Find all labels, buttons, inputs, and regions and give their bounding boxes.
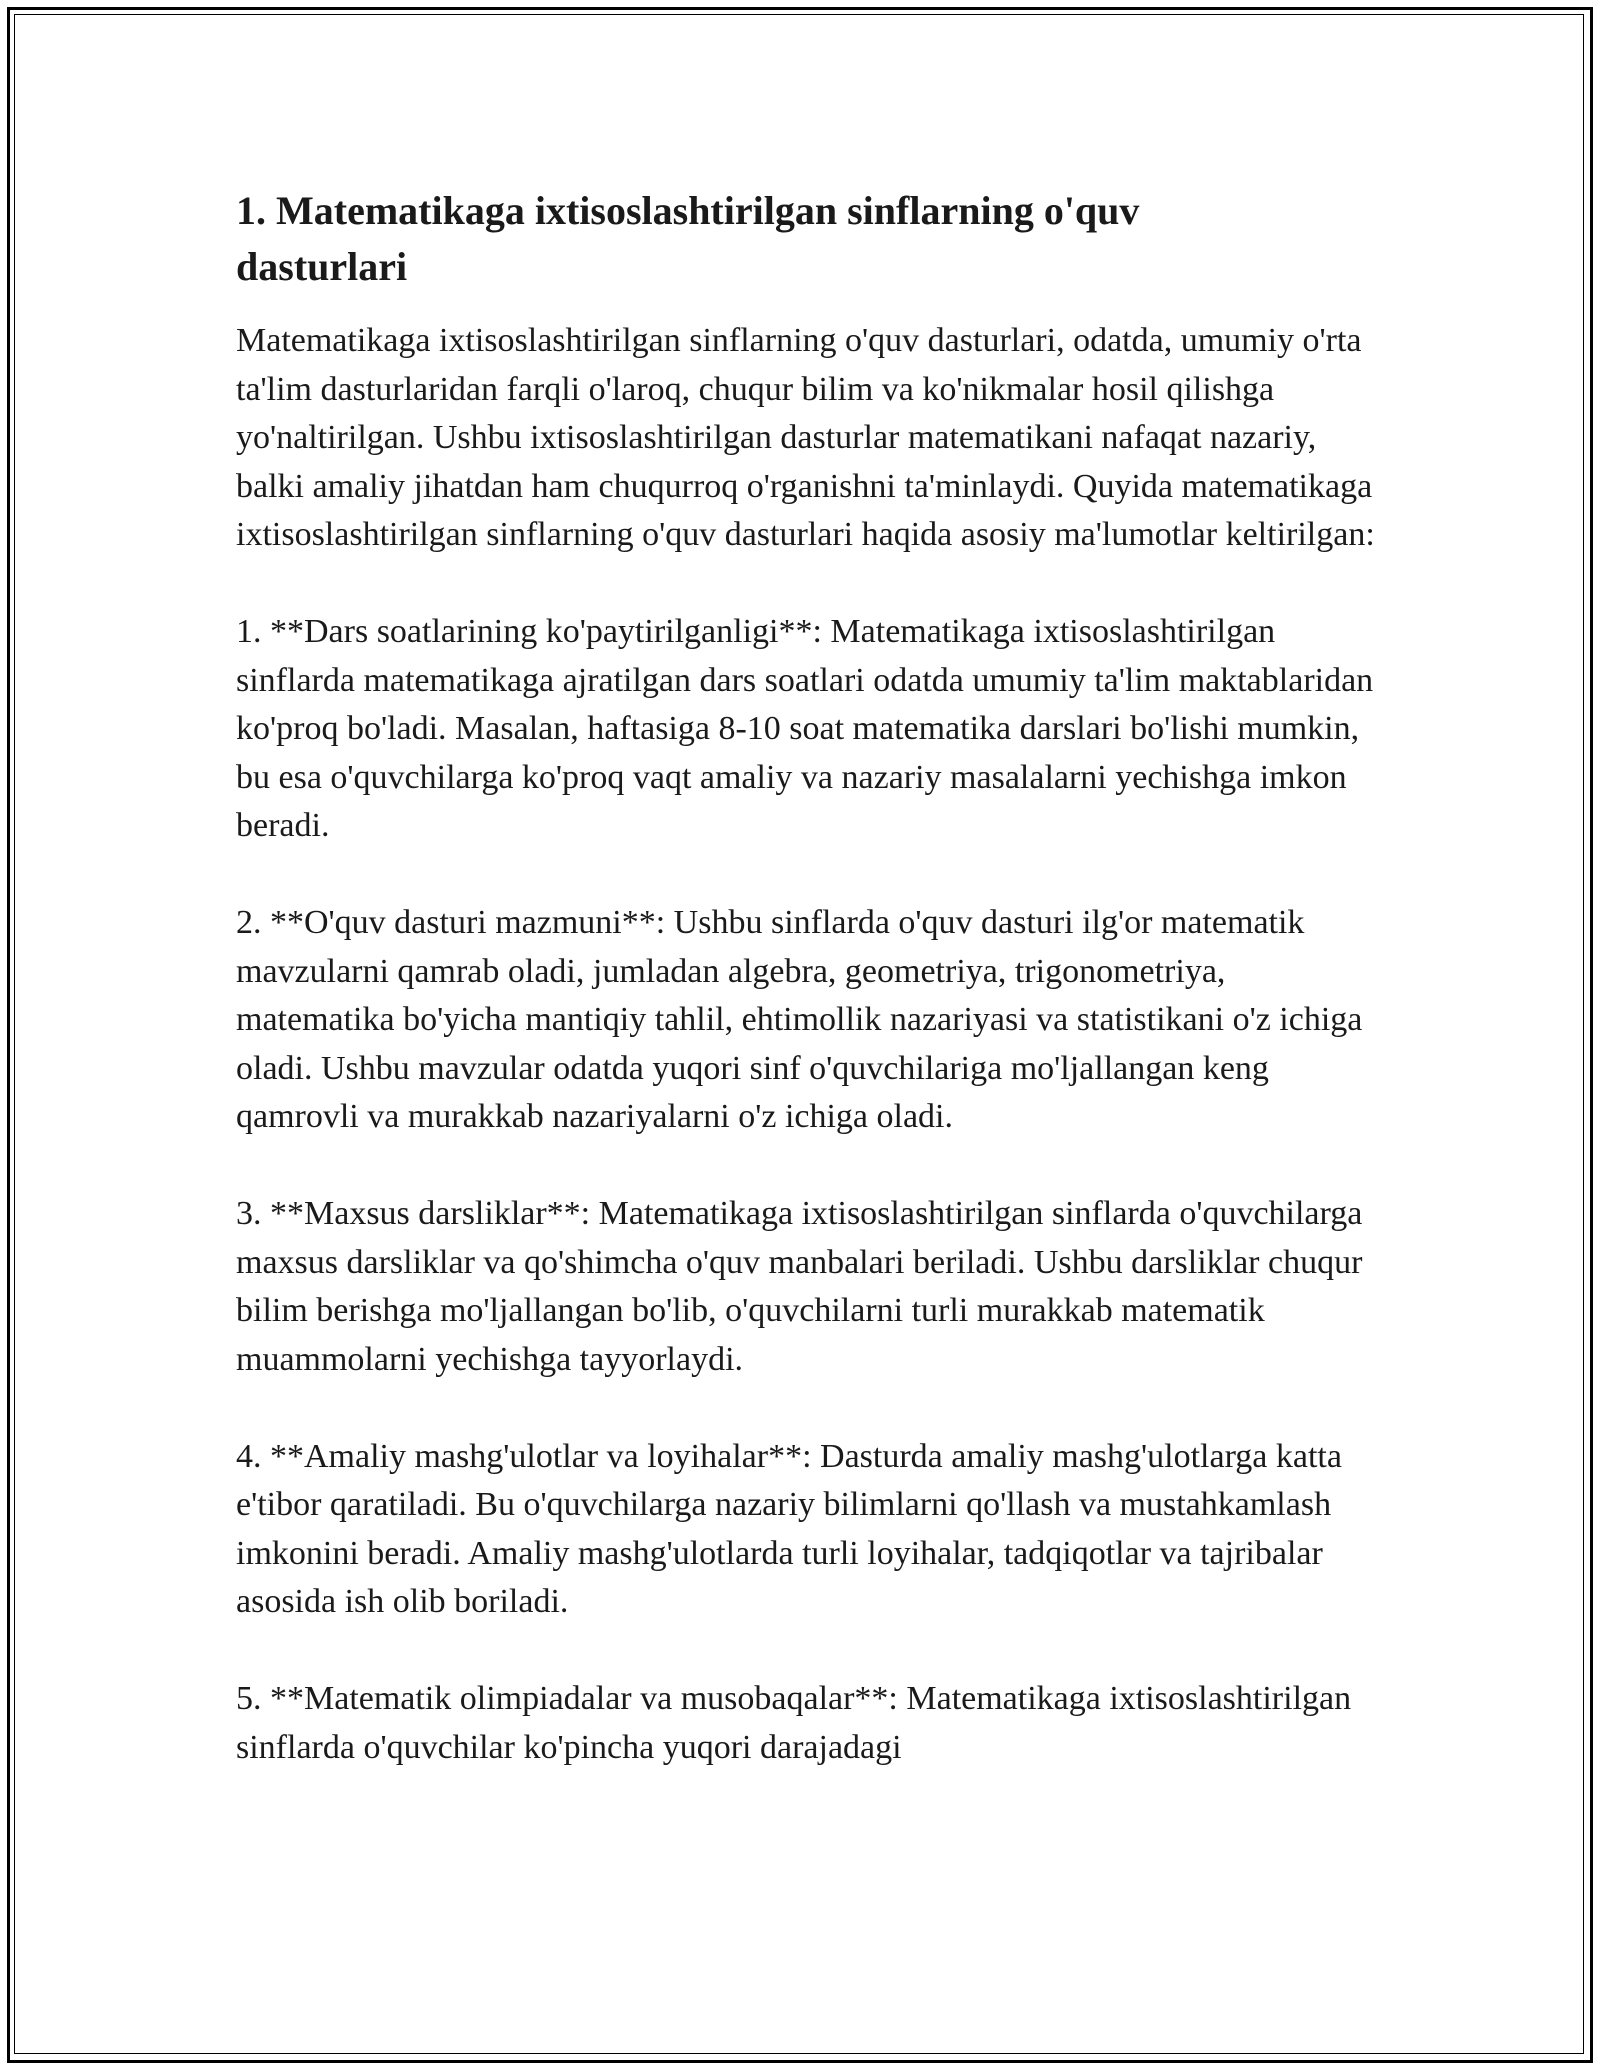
intro-paragraph: Matematikaga ixtisoslashtirilgan sinflarning o'quv dasturlari, odatda, umumiy o'rta ta'lim dasturlaridan farqli o'laroq, chuqur bilim va ko'nikmalar hosil qilishga yo'naltirilgan. Ushbu ixtisoslashtirilgan dasturlar matematikani nafaqat nazariy, balki amaliy jihatdan ham chuqurroq o'rganishni ta'minlaydi. Quyida matematikaga ixtisoslashtirilgan sinflarning o'quv dasturlari haqida asosiy ma'lumotlar keltirilgan: xyxy=(236,322,1375,553)
list-item: 5. **Matematik olimpiadalar va musobaqalar**: Matematikaga ixtisoslashtirilgan sinflarda o'quvchilar ko'pincha yuqori darajadagi xyxy=(236,1680,1352,1766)
list-item: 2. **O'quv dasturi mazmuni**: Ushbu sinflarda o'quv dasturi ilg'or matematik mavzularni qamrab oladi, jumladan algebra, geometriya, trigonometriya, matematika bo'yicha mantiqiy tahlil, ehtimollik nazariyasi va statistikani o'z ichiga oladi. Ushbu mavzular odatda yuqori sinf o'quvchilariga mo'ljallangan keng qamrovli va murakkab nazariyalarni o'z ichiga oladi. xyxy=(236,904,1363,1135)
document-body xyxy=(236,183,1386,1821)
list-item: 4. **Amaliy mashg'ulotlar va loyihalar**: Dasturda amaliy mashg'ulotlarga katta e'tibor qaratiladi. Bu o'quvchilarga nazariy bilimlarni qo'llash va mustahkamlash imkonini beradi. Amaliy mashg'ulotlarda turli loyihalar, tadqiqotlar va tajribalar asosida ish olib boriladi. xyxy=(236,1437,1342,1620)
list-item: 3. **Maxsus darsliklar**: Matematikaga ixtisoslashtirilgan sinflarda o'quvchilarga maxsus darsliklar va qo'shimcha o'quv manbalari beriladi. Ushbu darsliklar chuqur bilim berishga mo'ljallangan bo'lib, o'quvchilarni turli murakkab matematik muammolarni yechishga tayyorlaydi. xyxy=(236,1195,1363,1378)
document-title: 1. Matematikaga ixtisoslashtirilgan sinflarning o'quv dasturlari xyxy=(236,188,1140,289)
list-item: 1. **Dars soatlarining ko'paytirilganligi**: Matematikaga ixtisoslashtirilgan sinflarda matematikaga ajratilgan dars soatlari odatda umumiy ta'lim maktablaridan ko'proq bo'ladi. Masalan, haftasiga 8-10 soat matematika darslari bo'lishi mumkin, bu esa o'quvchilarga ko'proq vaqt amaliy va nazariy masalalarni yechishga imkon beradi. xyxy=(236,613,1374,844)
